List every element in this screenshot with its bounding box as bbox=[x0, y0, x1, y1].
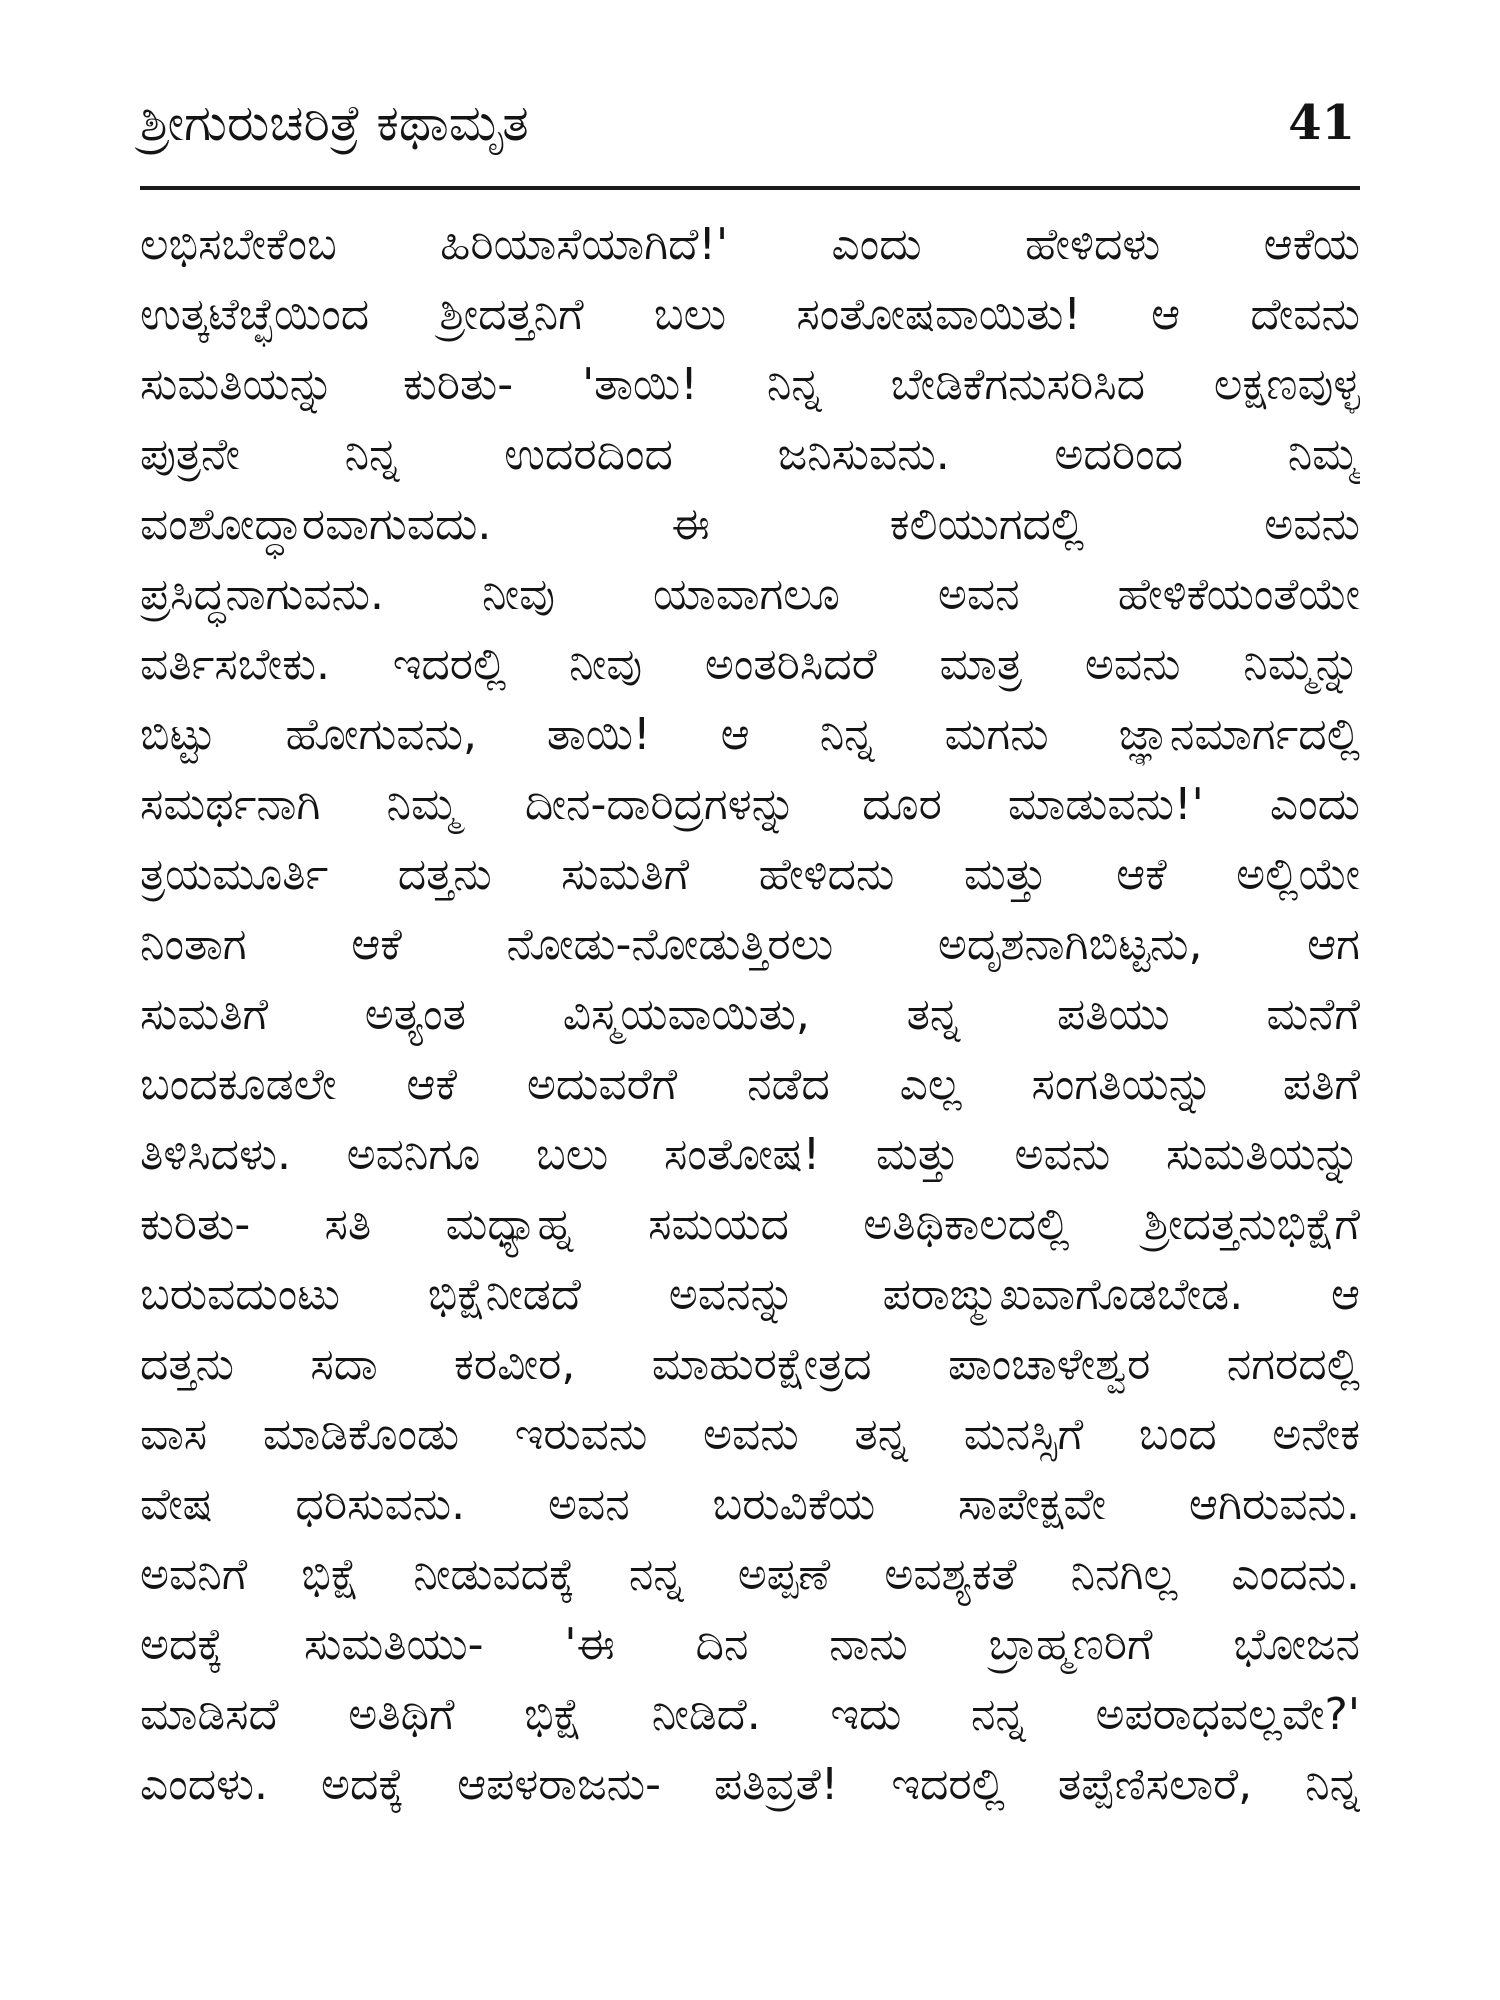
text-line: ವಾಸ ಮಾಡಿಕೊಂಡು ಇರುವನು ಅವನು ತನ್ನ ಮನಸ್ಸಿಗೆ ಬಂದ ಅನೇಕ bbox=[140, 1409, 1360, 1460]
header-rule bbox=[140, 186, 1360, 190]
text-line: ಸುಮತಿಗೆ ಅತ್ಯಂತ ವಿಸ್ಮಯವಾಯಿತು, ತನ್ನ ಪತಿಯು ಮನೆಗೆ bbox=[140, 989, 1360, 1040]
text-line: ನಿಂತಾಗ ಆಕೆ ನೋಡು-ನೋಡುತ್ತಿರಲು ಅದೃಶನಾಗಿಬಿಟ್ಟನು, ಆಗ bbox=[140, 919, 1360, 970]
page-number: 41 bbox=[1288, 95, 1355, 151]
text-line: ತ್ರಯಮೂರ್ತಿ ದತ್ತನು ಸುಮತಿಗೆ ಹೇಳಿದನು ಮತ್ತು ಆಕೆ ಅಲ್ಲಿಯೇ bbox=[140, 849, 1360, 900]
text-line: ಸುಮತಿಯನ್ನು ಕುರಿತು- 'ತಾಯಿ! ನಿನ್ನ ಬೇಡಿಕೆಗನುಸರಿಸಿದ ಲಕ್ಷಣವುಳ್ಳ bbox=[140, 359, 1360, 410]
text-line: ವಂಶೋದ್ಧಾರವಾಗುವದು. ಈ ಕಲಿಯುಗದಲ್ಲಿ ಅವನು bbox=[140, 499, 1360, 550]
body-text bbox=[140, 210, 1360, 1820]
text-line: ಕುರಿತು- ಸತಿ ಮಧ್ಯಾಹ್ನ ಸಮಯದ ಅತಿಥಿಕಾಲದಲ್ಲಿ ಶ್ರೀದತ್ತನುಭಿಕ್ಷೆಗೆ bbox=[140, 1199, 1360, 1250]
text-line: ದತ್ತನು ಸದಾ ಕರವೀರ, ಮಾಹುರಕ್ಷೇತ್ರದ ಪಾಂಚಾಳೇಶ್ವರ ನಗರದಲ್ಲಿ bbox=[140, 1339, 1360, 1390]
text-line: ಸಮರ್ಥನಾಗಿ ನಿಮ್ಮ ದೀನ-ದಾರಿದ್ರಗಳನ್ನು ದೂರ ಮಾಡುವನು!' ಎಂದು bbox=[140, 779, 1360, 830]
text-line: ಬರುವದುಂಟು ಭಿಕ್ಷೆನೀಡದೆ ಅವನನ್ನು ಪರಾಙ್ಮುಖವಾಗೊಡಬೇಡ. ಆ bbox=[140, 1269, 1360, 1320]
text-line: ವೇಷ ಧರಿಸುವನು. ಅವನ ಬರುವಿಕೆಯ ಸಾಪೇಕ್ಷವೇ ಆಗಿರುವನು. bbox=[140, 1479, 1360, 1530]
text-line: ಅದಕ್ಕೆ ಸುಮತಿಯು- 'ಈ ದಿನ ನಾನು ಬ್ರಾಹ್ಮಣರಿಗೆ ಭೋಜನ bbox=[140, 1619, 1360, 1670]
text-line: ಮಾಡಿಸದೆ ಅತಿಥಿಗೆ ಭಿಕ್ಷೆ ನೀಡಿದೆ. ಇದು ನನ್ನ ಅಪರಾಧವಲ್ಲವೇ?' bbox=[140, 1689, 1360, 1740]
text-line: ಬಂದಕೂಡಲೇ ಆಕೆ ಅದುವರೆಗೆ ನಡೆದ ಎಲ್ಲ ಸಂಗತಿಯನ್ನು ಪತಿಗೆ bbox=[140, 1059, 1360, 1110]
text-line: ಪ್ರಸಿದ್ಧನಾಗುವನು. ನೀವು ಯಾವಾಗಲೂ ಅವನ ಹೇಳಿಕೆಯಂತೆಯೇ bbox=[140, 569, 1360, 620]
text-line: ಬಿಟ್ಟು ಹೋಗುವನು, ತಾಯಿ! ಆ ನಿನ್ನ ಮಗನು ಜ್ಞಾನಮಾರ್ಗದಲ್ಲಿ bbox=[140, 709, 1360, 760]
text-line: ಉತ್ಕಟೆಚ್ಛೆಯಿಂದ ಶ್ರೀದತ್ತನಿಗೆ ಬಲು ಸಂತೋಷವಾಯಿತು! ಆ ದೇವನು bbox=[140, 289, 1360, 340]
text-line: ತಿಳಿಸಿದಳು. ಅವನಿಗೂ ಬಲು ಸಂತೋಷ! ಮತ್ತು ಅವನು ಸುಮತಿಯನ್ನು bbox=[140, 1129, 1360, 1180]
text-line: ಎಂದಳು. ಅದಕ್ಕೆ ಆಪಳರಾಜನು- ಪತಿವ್ರತೆ! ಇದರಲ್ಲಿ ತಪ್ಪೆಣಿಸಲಾರೆ, ನಿನ್ನ bbox=[140, 1759, 1360, 1810]
page-header bbox=[140, 88, 1355, 158]
text-line: ಅವನಿಗೆ ಭಿಕ್ಷೆ ನೀಡುವದಕ್ಕೆ ನನ್ನ ಅಪ್ಪಣೆ ಅವಶ್ಯಕತೆ ನಿನಗಿಲ್ಲ ಎಂದನು. bbox=[140, 1549, 1360, 1600]
text-line: ಪುತ್ರನೇ ನಿನ್ನ ಉದರದಿಂದ ಜನಿಸುವನು. ಅದರಿಂದ ನಿಮ್ಮ bbox=[140, 429, 1360, 480]
text-line: ವರ್ತಿಸಬೇಕು. ಇದರಲ್ಲಿ ನೀವು ಅಂತರಿಸಿದರೆ ಮಾತ್ರ ಅವನು ನಿಮ್ಮನ್ನು bbox=[140, 639, 1360, 690]
running-title: ಶ್ರೀಗುರುಚರಿತ್ರೆ ಕಥಾಮೃತ bbox=[140, 94, 529, 152]
text-line: ಲಭಿಸಬೇಕೆಂಬ ಹಿರಿಯಾಸೆಯಾಗಿದೆ!' ಎಂದು ಹೇಳಿದಳು ಆಕೆಯ bbox=[140, 219, 1360, 270]
